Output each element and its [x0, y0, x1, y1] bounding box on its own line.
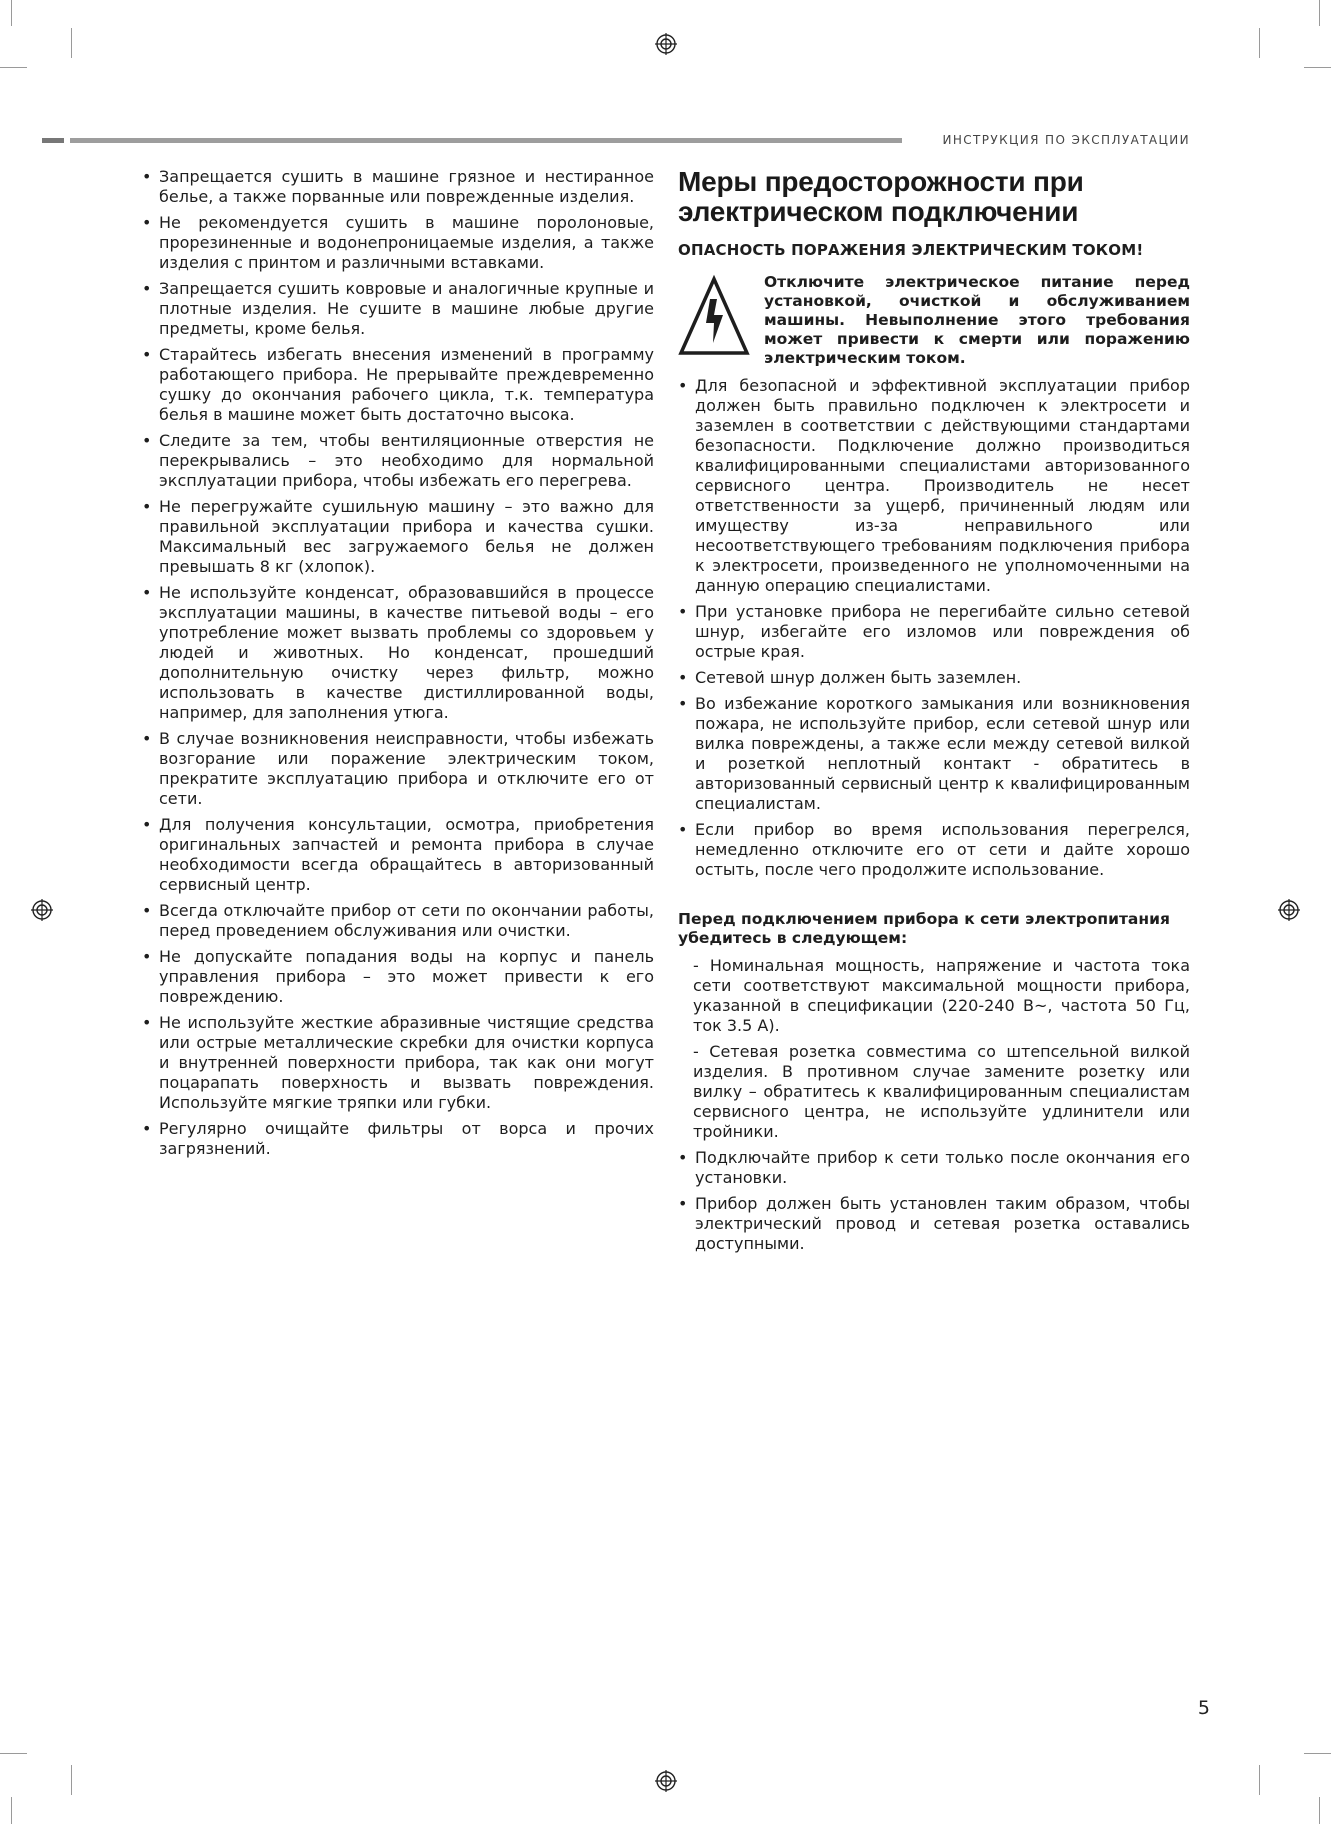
crop-mark: [11, 1797, 12, 1824]
left-column: [142, 167, 654, 1165]
check-item: - Сетевая розетка совместима со штепсельной вилкой изделия. В противном случае замените розетку или вилку – обратитесь к квалифицированным специалистам сервисного центра, не используйте удлинители или тройники.: [693, 1042, 1190, 1141]
list-item: • Запрещается сушить в машине грязное и нестиранное белье, а также порванные или поврежденные изделия.: [142, 167, 654, 207]
list-item: • Прибор должен быть установлен таким образом, чтобы электрический провод и сетевая розетка оставались доступными.: [678, 1194, 1190, 1254]
right-column: [678, 167, 1190, 1260]
list-item: • Если прибор во время использования перегрелся, немедленно отключите его от сети и дайте хорошо остыть, после чего продолжите использование.: [678, 820, 1190, 880]
crop-mark: [1259, 28, 1260, 58]
list-item: • Не используйте жесткие абразивные чистящие средства или острые металлические скребки для очистки корпуса и внутренней поверхности прибора, так как они могут поцарапать поверхность и вызвать повреждения. Используйте мягкие тряпки или губки.: [142, 1013, 654, 1113]
list-item: • Не рекомендуется сушить в машине поролоновые, прорезиненные и водонепроницаемые изделия, а также изделия с принтом и различными вставками.: [142, 213, 654, 273]
section-title: Меры предосторожности при электрическом подключении: [678, 166, 1084, 227]
list-item: • Для получения консультации, осмотра, приобретения оригинальных запчастей и ремонта прибора в случае необходимости всегда обращайтесь в авторизованный сервисный центр.: [142, 815, 654, 895]
list-item: • Старайтесь избегать внесения изменений в программу работающего прибора. Не прерывайте преждевременно сушку до окончания рабочего цикла, т.к. температура белья в машине может быть достаточно высока.: [142, 345, 654, 425]
crop-mark: [1304, 67, 1331, 68]
list-item: • Во избежание короткого замыкания или возникновения пожара, не используйте прибор, если сетевой шнур или вилка повреждены, а также если между сетевой вилкой и розеткой неплотный контакт - обратитесь в авторизованный сервисный центр к квалифицированным специалистам.: [678, 694, 1190, 814]
registration-mark-icon: [1278, 899, 1300, 921]
list-item: • Для безопасной и эффективной эксплуатации прибор должен быть правильно подключен к электросети и заземлен в соответствии с действующими стандартами безопасности. Подключение должно производиться квалифицированными специалистами авторизованного сервисного центра. Производитель не несет ответственности за ущерб, причиненный людям или имуществу из-за неправильного или несоответствующего требованиям подключения прибора к электросети, произведенного не уполномоченными на данную операцию специалистами.: [678, 376, 1190, 596]
list-item: • Не перегружайте сушильную машину – это важно для правильной эксплуатации прибора и качества сушки. Максимальный вес загружаемого белья не должен превышать 8 кг (хлопок).: [142, 497, 654, 577]
list-item: • Всегда отключайте прибор от сети по окончании работы, перед проведением обслуживания или очистки.: [142, 901, 654, 941]
list-item: • Сетевой шнур должен быть заземлен.: [678, 668, 1190, 688]
header-rule: [70, 138, 902, 143]
crop-mark: [0, 67, 27, 68]
crop-mark: [11, 0, 12, 26]
crop-mark: [1319, 1797, 1320, 1824]
registration-mark-icon: [31, 899, 53, 921]
crop-mark: [0, 1753, 27, 1754]
list-item: • Запрещается сушить ковровые и аналогичные крупные и плотные изделия. Не сушите в машине любые другие предметы, кроме белья.: [142, 279, 654, 339]
list-item: • При установке прибора не перегибайте сильно сетевой шнур, избегайте его изломов или повреждения об острые края.: [678, 602, 1190, 662]
list-item: • В случае возникновения неисправности, чтобы избежать возгорание или поражение электрическим током, прекратите эксплуатацию прибора и отключите его от сети.: [142, 729, 654, 809]
crop-mark: [71, 28, 72, 58]
left-list: [142, 167, 654, 1159]
danger-heading: ОПАСНОСТЬ ПОРАЖЕНИЯ ЭЛЕКТРИЧЕСКИМ ТОКОМ!: [678, 241, 1144, 259]
list-item: • Подключайте прибор к сети только после окончания его установки.: [678, 1148, 1190, 1188]
check-heading: Перед подключением прибора к сети электропитания убедитесь в следующем:: [678, 910, 1170, 947]
crop-mark: [71, 1765, 72, 1795]
registration-mark-icon: [655, 33, 677, 55]
warning-box: [678, 273, 1190, 368]
high-voltage-warning-icon: [678, 273, 750, 361]
crop-mark: [1319, 0, 1320, 26]
final-list: [678, 1148, 1190, 1254]
list-item: • Регулярно очищайте фильтры от ворса и прочих загрязнений.: [142, 1119, 654, 1159]
warning-text: Отключите электрическое питание перед установкой, очисткой и обслуживанием машины. Невыполнение этого требования может привести к смерти или поражению электрическим током.: [764, 273, 1190, 367]
list-item: • Не допускайте попадания воды на корпус и панель управления прибора – это может привести к его повреждению.: [142, 947, 654, 1007]
crop-mark: [1304, 1753, 1331, 1754]
check-item: - Номинальная мощность, напряжение и частота тока сети соответствуют максимальной мощности прибора, указанной в спецификации (220-240 В~, частота 50 Гц, ток 3.5 А).: [693, 956, 1190, 1035]
crop-mark: [1259, 1765, 1260, 1795]
header-rule-accent: [42, 138, 64, 143]
registration-mark-icon: [655, 1770, 677, 1792]
header-label: ИНСТРУКЦИЯ ПО ЭКСПЛУАТАЦИИ: [942, 133, 1190, 147]
list-item: • Следите за тем, чтобы вентиляционные отверстия не перекрывались – это необходимо для нормальной эксплуатации прибора, чтобы избежать его перегрева.: [142, 431, 654, 491]
page-number: 5: [1197, 1697, 1210, 1719]
list-item: • Не используйте конденсат, образовавшийся в процессе эксплуатации машины, в качестве питьевой воды – его употребление может вызвать проблемы со здоровьем у людей и животных. Но конденсат, прошедший дополнительную очистку через фильтр, можно использовать в качестве дистиллированной воды, например, для заполнения утюга.: [142, 583, 654, 723]
right-list: [678, 376, 1190, 880]
